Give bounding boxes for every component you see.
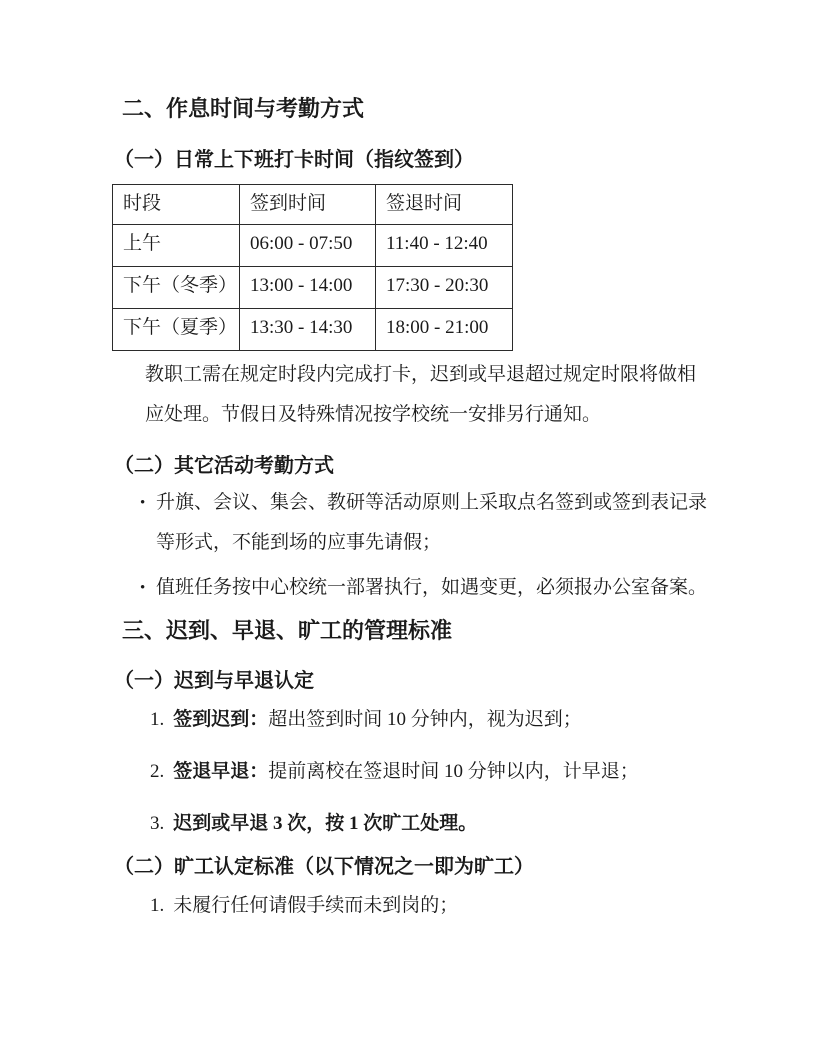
table-row	[113, 309, 513, 351]
list-item	[140, 568, 712, 608]
bullet-icon: •	[140, 495, 146, 511]
section-heading-management-standards: 三、迟到、早退、旷工的管理标准	[122, 618, 453, 643]
table-cell: 17:30 - 20:30	[376, 267, 513, 309]
list-item	[150, 752, 710, 792]
table-cell: 13:30 - 14:30	[240, 309, 376, 351]
subheading-daily-punch-times: （一）日常上下班打卡时间（指纹签到）	[114, 149, 474, 171]
table-cell: 18:00 - 21:00	[376, 309, 513, 351]
list-item-text: 升旗、会议、集会、教研等活动原则上采取点名签到或签到表记录等形式，不能到场的应事先请假；	[156, 492, 708, 553]
list-number: 1.	[150, 709, 165, 730]
section-heading-work-schedule: 二、作息时间与考勤方式	[122, 96, 365, 121]
absence-rules-list	[150, 886, 716, 926]
attendance-table	[112, 184, 513, 351]
list-item-text: 值班任务按中心校统一部署执行，如遇变更，必须报办公室备案。	[156, 577, 708, 598]
subheading-absenteeism-standard: （二）旷工认定标准（以下情况之一即为旷工）	[114, 856, 534, 878]
subheading-other-activities: （二）其它活动考勤方式	[114, 455, 334, 477]
table-header-signin: 签到时间	[240, 185, 376, 225]
late-rules-list	[150, 700, 716, 844]
table-header-period: 时段	[113, 185, 240, 225]
list-number: 3.	[150, 813, 165, 834]
table-row	[113, 267, 513, 309]
list-item	[140, 483, 712, 563]
other-activities-list	[140, 483, 716, 608]
table-row	[113, 225, 513, 267]
table-note-paragraph: 教职工需在规定时段内完成打卡，迟到或早退超过规定时限将做相应处理。节假日及特殊情况按学校统一安排另行通知。	[145, 364, 697, 425]
rule-label: 签退早退：	[173, 761, 269, 782]
table-cell: 11:40 - 12:40	[376, 225, 513, 267]
rule-label: 签到迟到：	[173, 709, 269, 730]
table-cell: 13:00 - 14:00	[240, 267, 376, 309]
list-item	[150, 886, 710, 926]
table-cell: 06:00 - 07:50	[240, 225, 376, 267]
table-cell: 下午（夏季）	[113, 309, 240, 351]
table-header-row	[113, 185, 513, 225]
subheading-late-early-definition: （一）迟到与早退认定	[114, 670, 314, 692]
rule-text: 超出签到时间 10 分钟内，视为迟到；	[268, 709, 582, 730]
bullet-icon: •	[140, 580, 146, 596]
list-item	[150, 804, 710, 844]
rule-text: 提前离校在签退时间 10 分钟以内，计早退；	[268, 761, 639, 782]
list-item	[150, 700, 710, 740]
list-number: 1.	[150, 895, 165, 916]
rule-text: 未履行任何请假手续而未到岗的；	[173, 895, 459, 916]
rule-label: 迟到或早退 3 次，按 1 次旷工处理。	[173, 813, 478, 834]
table-header-signout: 签退时间	[376, 185, 513, 225]
table-cell: 上午	[113, 225, 240, 267]
table-cell: 下午（冬季）	[113, 267, 240, 309]
list-number: 2.	[150, 761, 165, 782]
